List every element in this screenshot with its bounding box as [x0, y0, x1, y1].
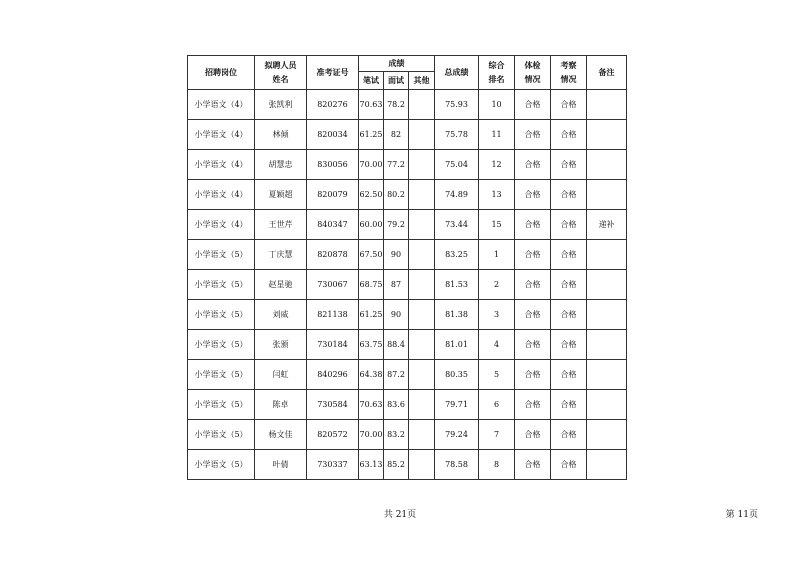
header-inspection-line1: 考察: [560, 60, 577, 70]
cell-exam-no: 820034: [307, 120, 359, 150]
cell-total: 83.25: [435, 240, 479, 270]
cell-physical: 合格: [515, 450, 551, 480]
cell-name: 叶倩: [255, 450, 307, 480]
header-interview: 面试: [384, 72, 409, 90]
cell-other: [409, 180, 435, 210]
cell-interview: 87.2: [384, 360, 409, 390]
cell-position: 小学语文（5）: [188, 360, 255, 390]
cell-inspection: 合格: [551, 390, 587, 420]
cell-exam-no: 840296: [307, 360, 359, 390]
cell-remark: [587, 390, 627, 420]
cell-position: 小学语文（4）: [188, 210, 255, 240]
header-exam-no: 准考证号: [307, 56, 359, 90]
cell-remark: [587, 420, 627, 450]
table-row: [188, 450, 627, 480]
cell-inspection: 合格: [551, 240, 587, 270]
cell-position: 小学语文（4）: [188, 90, 255, 120]
cell-position: 小学语文（4）: [188, 120, 255, 150]
cell-other: [409, 270, 435, 300]
cell-written: 61.25: [359, 300, 384, 330]
cell-total: 80.35: [435, 360, 479, 390]
cell-physical: 合格: [515, 360, 551, 390]
header-rank-line1: 综合: [488, 60, 505, 70]
cell-other: [409, 90, 435, 120]
cell-written: 70.00: [359, 420, 384, 450]
cell-exam-no: 730337: [307, 450, 359, 480]
cell-total: 75.93: [435, 90, 479, 120]
cell-position: 小学语文（5）: [188, 300, 255, 330]
cell-exam-no: 820276: [307, 90, 359, 120]
table-row: [188, 150, 627, 180]
cell-other: [409, 420, 435, 450]
cell-inspection: 合格: [551, 360, 587, 390]
cell-interview: 79.2: [384, 210, 409, 240]
header-rank-line2: 排名: [488, 74, 505, 84]
header-total: 总成绩: [435, 56, 479, 90]
table-row: [188, 210, 627, 240]
cell-name: 陈卓: [255, 390, 307, 420]
cell-written: 70.63: [359, 390, 384, 420]
table-row: [188, 90, 627, 120]
cell-rank: 7: [479, 420, 515, 450]
header-remark: 备注: [587, 56, 627, 90]
header-written: 笔试: [359, 72, 384, 90]
cell-name: 闫虹: [255, 360, 307, 390]
header-scores: 成绩: [359, 56, 435, 72]
cell-remark: [587, 150, 627, 180]
cell-interview: 82: [384, 120, 409, 150]
cell-rank: 15: [479, 210, 515, 240]
cell-remark: [587, 240, 627, 270]
cell-position: 小学语文（4）: [188, 150, 255, 180]
cell-remark: [587, 180, 627, 210]
cell-written: 64.38: [359, 360, 384, 390]
cell-exam-no: 830056: [307, 150, 359, 180]
cell-rank: 10: [479, 90, 515, 120]
cell-name: 丁庆慧: [255, 240, 307, 270]
cell-remark: [587, 120, 627, 150]
cell-interview: 77.2: [384, 150, 409, 180]
cell-rank: 5: [479, 360, 515, 390]
cell-rank: 3: [479, 300, 515, 330]
cell-other: [409, 210, 435, 240]
header-physical-line1: 体检: [524, 60, 541, 70]
cell-inspection: 合格: [551, 180, 587, 210]
cell-inspection: 合格: [551, 300, 587, 330]
cell-inspection: 合格: [551, 90, 587, 120]
header-inspection-line2: 情况: [560, 74, 577, 84]
cell-physical: 合格: [515, 240, 551, 270]
cell-exam-no: 820572: [307, 420, 359, 450]
cell-position: 小学语文（5）: [188, 270, 255, 300]
cell-physical: 合格: [515, 180, 551, 210]
cell-total: 81.53: [435, 270, 479, 300]
header-row-top: [188, 56, 627, 72]
cell-exam-no: 730584: [307, 390, 359, 420]
cell-interview: 83.6: [384, 390, 409, 420]
cell-physical: 合格: [515, 210, 551, 240]
cell-total: 79.24: [435, 420, 479, 450]
cell-name: 胡慧忠: [255, 150, 307, 180]
cell-position: 小学语文（5）: [188, 240, 255, 270]
cell-physical: 合格: [515, 420, 551, 450]
cell-physical: 合格: [515, 270, 551, 300]
header-position: 招聘岗位: [188, 56, 255, 90]
cell-total: 78.58: [435, 450, 479, 480]
cell-written: 62.50: [359, 180, 384, 210]
cell-other: [409, 150, 435, 180]
cell-physical: 合格: [515, 330, 551, 360]
cell-interview: 83.2: [384, 420, 409, 450]
header-physical-line2: 情况: [524, 74, 541, 84]
cell-name: 刘威: [255, 300, 307, 330]
header-name: [255, 56, 307, 90]
cell-rank: 1: [479, 240, 515, 270]
header-name-line1: 拟聘人员: [264, 60, 297, 70]
cell-physical: 合格: [515, 120, 551, 150]
cell-written: 68.75: [359, 270, 384, 300]
table-row: [188, 390, 627, 420]
cell-position: 小学语文（5）: [188, 450, 255, 480]
cell-other: [409, 390, 435, 420]
cell-inspection: 合格: [551, 270, 587, 300]
cell-interview: 88.4: [384, 330, 409, 360]
cell-other: [409, 240, 435, 270]
cell-remark: [587, 450, 627, 480]
cell-interview: 78.2: [384, 90, 409, 120]
cell-name: 林倾: [255, 120, 307, 150]
table-row: [188, 330, 627, 360]
cell-written: 63.75: [359, 330, 384, 360]
cell-physical: 合格: [515, 300, 551, 330]
cell-other: [409, 450, 435, 480]
cell-exam-no: 821138: [307, 300, 359, 330]
cell-rank: 13: [479, 180, 515, 210]
cell-interview: 87: [384, 270, 409, 300]
cell-other: [409, 120, 435, 150]
cell-remark: [587, 90, 627, 120]
table-row: [188, 180, 627, 210]
cell-exam-no: 730067: [307, 270, 359, 300]
table-row: [188, 120, 627, 150]
cell-name: 杨文佳: [255, 420, 307, 450]
hiring-results-table: [187, 55, 627, 480]
cell-interview: 90: [384, 300, 409, 330]
header-other: 其他: [409, 72, 435, 90]
cell-total: 75.78: [435, 120, 479, 150]
cell-written: 63.13: [359, 450, 384, 480]
cell-rank: 6: [479, 390, 515, 420]
cell-physical: 合格: [515, 90, 551, 120]
cell-other: [409, 330, 435, 360]
cell-remark: [587, 330, 627, 360]
cell-total: 74.89: [435, 180, 479, 210]
cell-interview: 85.2: [384, 450, 409, 480]
cell-inspection: 合格: [551, 120, 587, 150]
cell-total: 79.71: [435, 390, 479, 420]
cell-written: 70.63: [359, 90, 384, 120]
cell-exam-no: 840347: [307, 210, 359, 240]
cell-exam-no: 730184: [307, 330, 359, 360]
cell-written: 60.00: [359, 210, 384, 240]
cell-position: 小学语文（5）: [188, 420, 255, 450]
cell-inspection: 合格: [551, 420, 587, 450]
cell-name: 赵星驰: [255, 270, 307, 300]
cell-exam-no: 820878: [307, 240, 359, 270]
cell-rank: 4: [479, 330, 515, 360]
page-number-label: 第 11页: [725, 510, 758, 520]
cell-inspection: 合格: [551, 330, 587, 360]
cell-physical: 合格: [515, 390, 551, 420]
cell-total: 73.44: [435, 210, 479, 240]
cell-inspection: 合格: [551, 150, 587, 180]
cell-total: 75.04: [435, 150, 479, 180]
cell-name: 王世芹: [255, 210, 307, 240]
cell-physical: 合格: [515, 150, 551, 180]
table-row: [188, 360, 627, 390]
cell-remark: [587, 300, 627, 330]
cell-written: 61.25: [359, 120, 384, 150]
cell-position: 小学语文（5）: [188, 330, 255, 360]
table-row: [188, 300, 627, 330]
cell-written: 67.50: [359, 240, 384, 270]
cell-written: 70.00: [359, 150, 384, 180]
cell-other: [409, 360, 435, 390]
cell-rank: 2: [479, 270, 515, 300]
table-row: [188, 240, 627, 270]
cell-exam-no: 820079: [307, 180, 359, 210]
cell-total: 81.38: [435, 300, 479, 330]
cell-rank: 11: [479, 120, 515, 150]
cell-remark: [587, 270, 627, 300]
header-name-line2: 姓名: [272, 74, 289, 84]
cell-interview: 90: [384, 240, 409, 270]
cell-other: [409, 300, 435, 330]
header-rank: [479, 56, 515, 90]
cell-inspection: 合格: [551, 210, 587, 240]
cell-inspection: 合格: [551, 450, 587, 480]
header-physical: [515, 56, 551, 90]
cell-name: 夏颖超: [255, 180, 307, 210]
cell-name: 张颁: [255, 330, 307, 360]
cell-remark: [587, 360, 627, 390]
table-row: [188, 270, 627, 300]
header-inspection: [551, 56, 587, 90]
cell-name: 张凯利: [255, 90, 307, 120]
cell-rank: 12: [479, 150, 515, 180]
cell-position: 小学语文（4）: [188, 180, 255, 210]
table-row: [188, 420, 627, 450]
cell-remark: 递补: [587, 210, 627, 240]
total-pages-label: 共 21页: [383, 510, 417, 520]
cell-position: 小学语文（5）: [188, 390, 255, 420]
cell-interview: 80.2: [384, 180, 409, 210]
cell-total: 81.01: [435, 330, 479, 360]
cell-rank: 8: [479, 450, 515, 480]
